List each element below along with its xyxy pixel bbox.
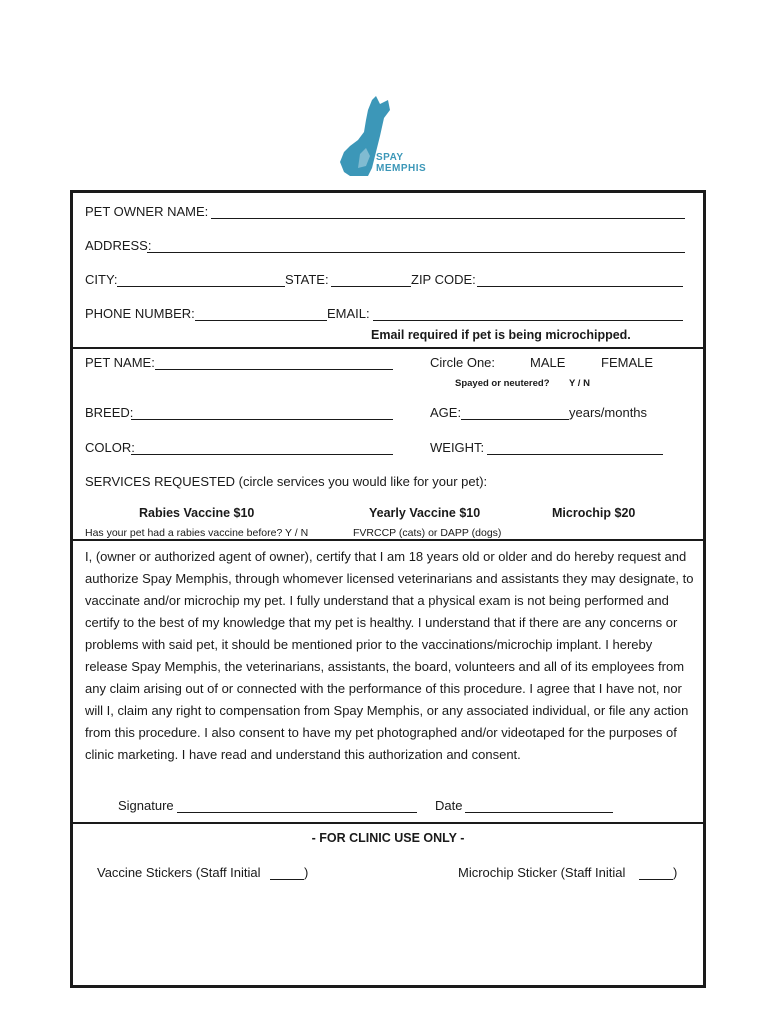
pet-name-field[interactable] bbox=[155, 369, 393, 370]
vaccine-stickers-label: Vaccine Stickers (Staff Initial bbox=[97, 865, 261, 880]
address-label: ADDRESS: bbox=[85, 238, 152, 253]
microchip-close-paren: ) bbox=[673, 865, 678, 880]
weight-label: WEIGHT: bbox=[430, 440, 485, 455]
rabies-note: Has your pet had a rabies vaccine before? Y / N bbox=[85, 527, 309, 539]
color-label: COLOR: bbox=[85, 440, 135, 455]
email-note: Email required if pet is being microchipped. bbox=[371, 328, 631, 342]
phone-label: PHONE NUMBER: bbox=[85, 306, 195, 321]
city-field[interactable] bbox=[117, 286, 285, 287]
age-units: years/months bbox=[569, 405, 648, 420]
spayed-options[interactable]: Y / N bbox=[569, 378, 590, 389]
email-field[interactable] bbox=[373, 320, 683, 321]
zip-field[interactable] bbox=[477, 286, 683, 287]
logo-line-memphis: MEMPHIS bbox=[376, 163, 427, 174]
sex-option-female[interactable]: FEMALE bbox=[601, 355, 654, 370]
breed-field[interactable] bbox=[131, 419, 393, 420]
phone-field[interactable] bbox=[195, 320, 327, 321]
logo-line-spay: SPAY bbox=[376, 152, 404, 163]
signature-label: Signature bbox=[118, 798, 174, 813]
logo-text bbox=[376, 152, 426, 174]
clinic-use-heading: - FOR CLINIC USE ONLY - bbox=[311, 831, 465, 845]
circle-one-label: Circle One: bbox=[430, 355, 496, 370]
service-rabies[interactable]: Rabies Vaccine $10 bbox=[139, 506, 255, 520]
service-microchip[interactable]: Microchip $20 bbox=[552, 506, 636, 520]
owner-name-field[interactable] bbox=[211, 218, 685, 219]
owner-name-label: PET OWNER NAME: bbox=[85, 204, 209, 219]
zip-label: ZIP CODE: bbox=[411, 272, 476, 287]
vaccine-close-paren: ) bbox=[304, 865, 309, 880]
address-field[interactable] bbox=[147, 252, 685, 253]
microchip-sticker-label: Microchip Sticker (Staff Initial bbox=[458, 865, 626, 880]
date-label: Date bbox=[435, 798, 463, 813]
weight-field[interactable] bbox=[487, 454, 663, 455]
consent-paragraph: I, (owner or authorized agent of owner), certify that I am 18 years old or older and do hereby request and authorize Spay Memphis, through whomever licensed veterinarians and assistants they may designate, to vaccinate and/or microchip my pet. I fully understand that a physical exam is not being performed and certify to the best of my knowledge that my pet is healthy. I understand that if there are any concerns or problems with said pet, it should be mentioned prior to the vaccinations/microchip implant. I hereby release Spay Memphis, the veterinarians, assistants, the board, volunteers and all of its employees from any claim arising out of or connected with the performance of this procedure. I agree that I have not, nor will I, claim any right to compensation from Spay Memphis, or any associated individual, or file any action from this procedure. I also consent to have my pet photographed and/or videotaped for the purposes of clinic marketing. I have read and understand this authorization and consent. bbox=[85, 549, 694, 762]
service-yearly[interactable]: Yearly Vaccine $10 bbox=[369, 506, 481, 520]
state-field[interactable] bbox=[331, 286, 411, 287]
age-field[interactable] bbox=[461, 419, 569, 420]
city-label: CITY: bbox=[85, 272, 118, 287]
spay-memphis-logo bbox=[336, 96, 436, 180]
sex-option-male[interactable]: MALE bbox=[530, 355, 566, 370]
section-divider bbox=[73, 539, 703, 541]
spayed-label: Spayed or neutered? bbox=[455, 378, 550, 389]
signature-field[interactable] bbox=[177, 812, 417, 813]
pet-name-label: PET NAME: bbox=[85, 355, 155, 370]
yearly-note: FVRCCP (cats) or DAPP (dogs) bbox=[353, 527, 502, 539]
section-divider bbox=[73, 822, 703, 824]
age-label: AGE: bbox=[430, 405, 462, 420]
section-divider bbox=[73, 347, 703, 349]
services-heading: SERVICES REQUESTED (circle services you would like for your pet): bbox=[85, 474, 488, 489]
breed-label: BREED: bbox=[85, 405, 134, 420]
email-label: EMAIL: bbox=[327, 306, 370, 321]
microchip-initial-field[interactable] bbox=[639, 879, 673, 880]
vaccine-initial-field[interactable] bbox=[270, 879, 304, 880]
color-field[interactable] bbox=[131, 454, 393, 455]
state-label: STATE: bbox=[285, 272, 329, 287]
vaccine-form bbox=[70, 190, 706, 988]
date-field[interactable] bbox=[465, 812, 613, 813]
